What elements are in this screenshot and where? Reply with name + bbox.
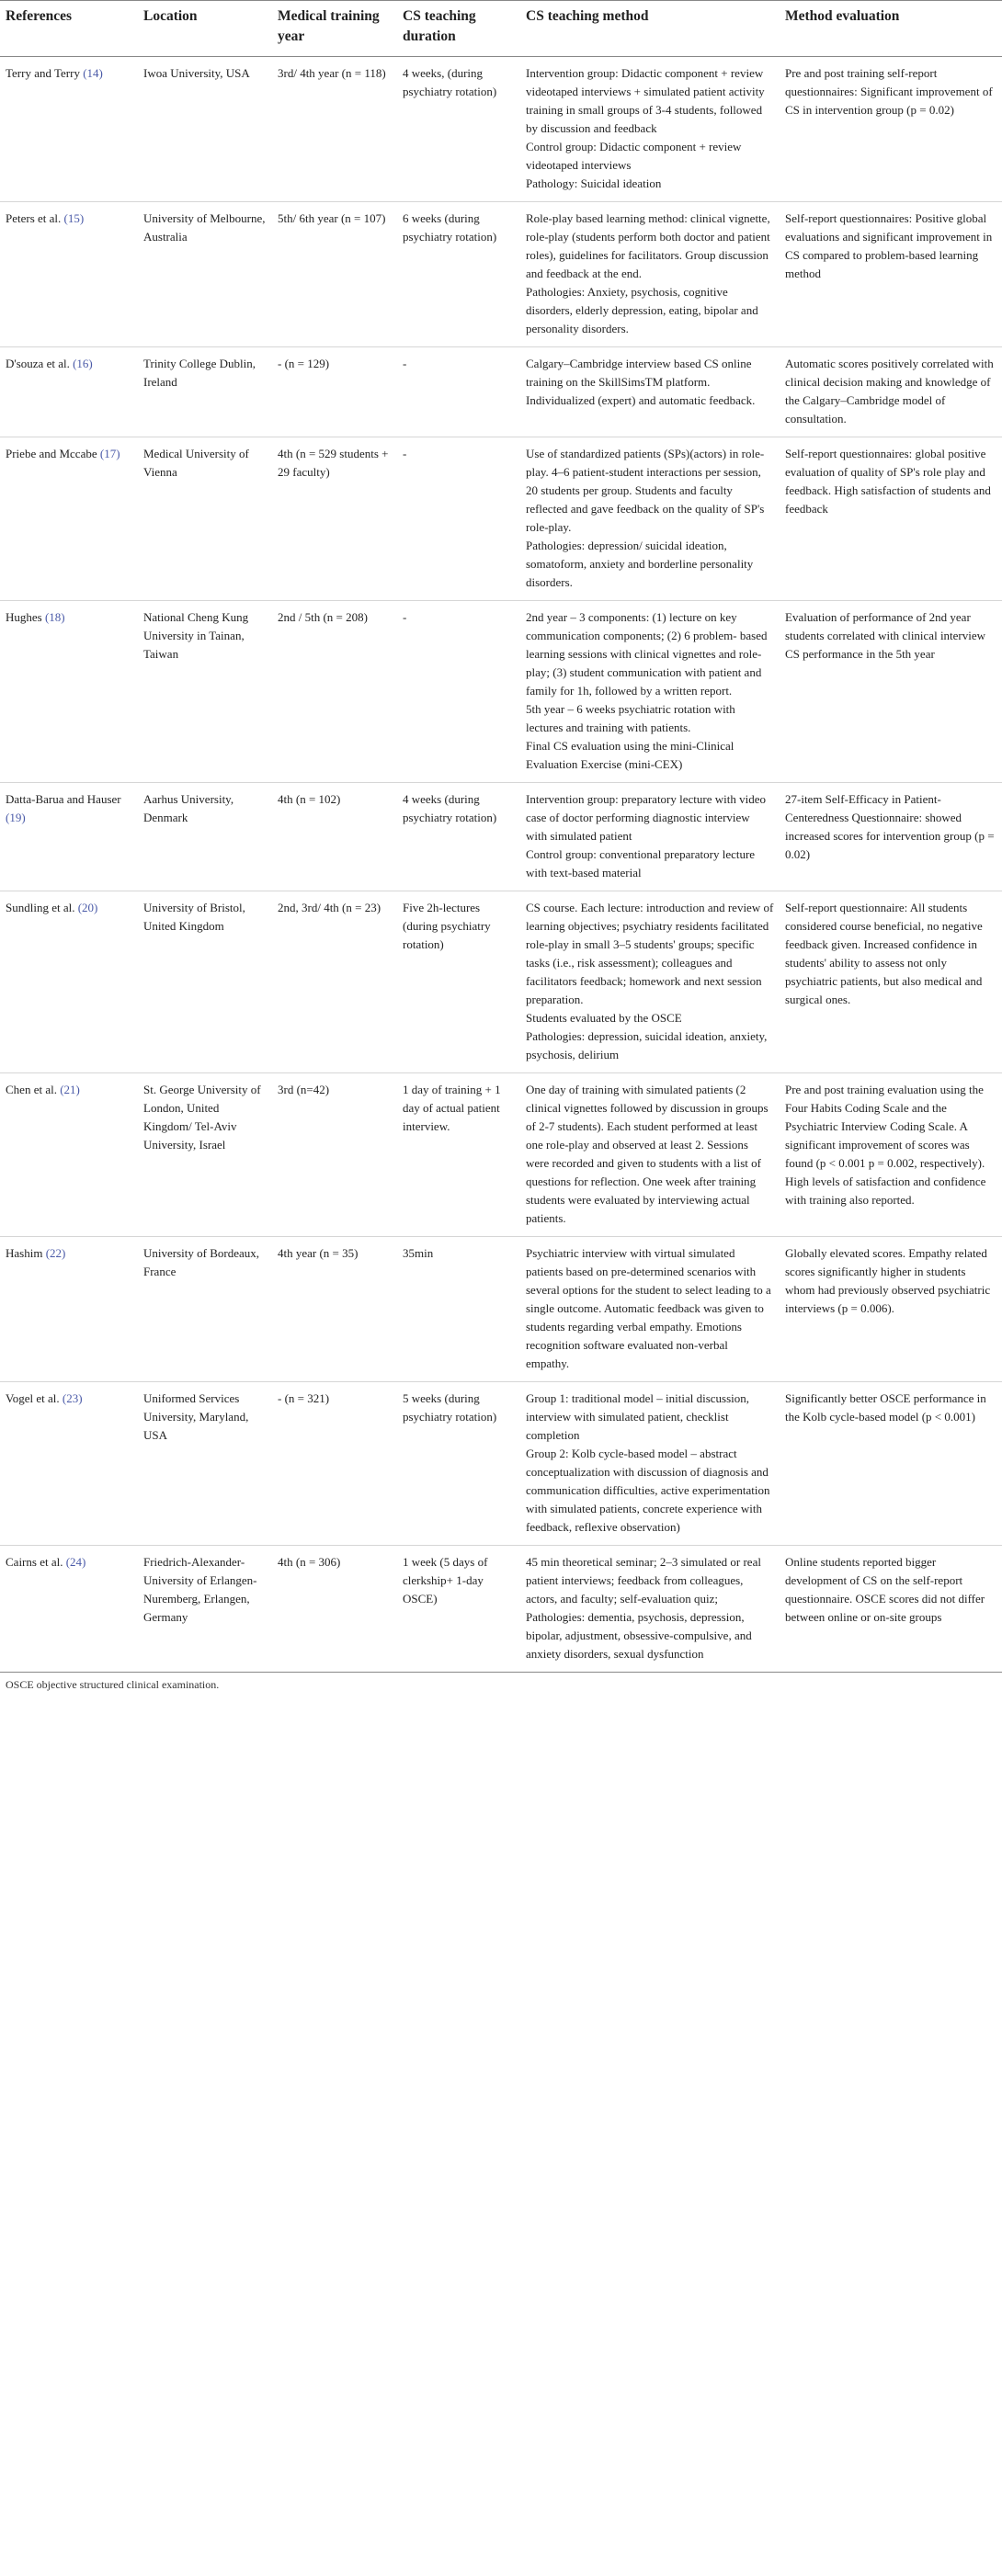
method-paragraph: Psychiatric interview with virtual simulated patients based on pre-determined scenarios with several options for the student to select leading to a single outcome. Automatic feedback was given to students regarding verbal empathy. Emotions recognition software evaluated non-verbal empathy. bbox=[526, 1246, 771, 1370]
citation-link[interactable]: (24) bbox=[65, 1555, 86, 1569]
reference-authors: Terry and Terry bbox=[6, 66, 80, 80]
cell-duration: 6 weeks (during psychiatry rotation) bbox=[397, 202, 520, 347]
table-row bbox=[0, 202, 1002, 347]
cell-training-year: 4th (n = 529 students + 29 faculty) bbox=[272, 437, 397, 601]
cell-reference bbox=[0, 1237, 138, 1382]
cell-duration: 4 weeks, (during psychiatry rotation) bbox=[397, 57, 520, 202]
cell-teaching-method bbox=[520, 347, 780, 437]
cell-training-year: 4th (n = 306) bbox=[272, 1546, 397, 1673]
table-row bbox=[0, 57, 1002, 202]
cell-teaching-method bbox=[520, 437, 780, 601]
cell-training-year: 2nd, 3rd/ 4th (n = 23) bbox=[272, 891, 397, 1073]
table-row bbox=[0, 1237, 1002, 1382]
cell-location: University of Melbourne, Australia bbox=[138, 202, 272, 347]
cell-training-year: 2nd / 5th (n = 208) bbox=[272, 601, 397, 783]
cell-reference bbox=[0, 437, 138, 601]
table-row bbox=[0, 601, 1002, 783]
method-paragraph: Students evaluated by the OSCE bbox=[526, 1011, 682, 1025]
reference-authors: Priebe and Mccabe bbox=[6, 447, 97, 460]
method-paragraph: Intervention group: preparatory lecture with video case of doctor performing diagnostic interview with simulated patient bbox=[526, 792, 766, 843]
method-paragraph: CS course. Each lecture: introduction and review of learning objectives; psychiatry residents facilitated role-play in small 3–5 students' groups; specific tasks (i.e., risk assessment); colleagues and facilitators feedback; homework and next session preparation. bbox=[526, 901, 774, 1006]
cell-location: St. George University of London, United Kingdom/ Tel-Aviv University, Israel bbox=[138, 1073, 272, 1237]
citation-link[interactable]: (22) bbox=[45, 1246, 66, 1260]
cell-teaching-method bbox=[520, 1382, 780, 1546]
reference-authors: Datta-Barua and Hauser bbox=[6, 792, 121, 806]
cell-method-evaluation: Evaluation of performance of 2nd year students correlated with clinical interview CS performance in the 5th year bbox=[780, 601, 1002, 783]
table-row bbox=[0, 1073, 1002, 1237]
cell-location: Friedrich-Alexander-University of Erlangen-Nuremberg, Erlangen, Germany bbox=[138, 1546, 272, 1673]
method-paragraph: Pathologies: Anxiety, psychosis, cognitive disorders, elderly depression, eating, bipolar and personality disorders. bbox=[526, 285, 758, 335]
cell-teaching-method bbox=[520, 1546, 780, 1673]
header-teaching-method: CS teaching method bbox=[520, 1, 780, 57]
cell-duration: 5 weeks (during psychiatry rotation) bbox=[397, 1382, 520, 1546]
table-row bbox=[0, 891, 1002, 1073]
citation-link[interactable]: (21) bbox=[60, 1083, 80, 1096]
cell-reference bbox=[0, 1546, 138, 1673]
cell-teaching-method bbox=[520, 601, 780, 783]
header-location: Location bbox=[138, 1, 272, 57]
cell-reference bbox=[0, 601, 138, 783]
reference-authors: Chen et al. bbox=[6, 1083, 57, 1096]
cell-location: Medical University of Vienna bbox=[138, 437, 272, 601]
cell-reference bbox=[0, 1382, 138, 1546]
table-row bbox=[0, 437, 1002, 601]
cell-location: University of Bordeaux, France bbox=[138, 1237, 272, 1382]
header-method-evaluation: Method evaluation bbox=[780, 1, 1002, 57]
cell-method-evaluation: Online students reported bigger development of CS on the self-report questionnaire. OSCE scores did not differ between online or on-site groups bbox=[780, 1546, 1002, 1673]
reference-authors: Peters et al. bbox=[6, 211, 62, 225]
method-paragraph: 5th year – 6 weeks psychiatric rotation with lectures and training with patients. bbox=[526, 702, 735, 734]
cell-teaching-method bbox=[520, 783, 780, 891]
cell-reference bbox=[0, 891, 138, 1073]
cell-teaching-method bbox=[520, 891, 780, 1073]
reference-authors: Vogel et al. bbox=[6, 1391, 60, 1405]
reference-authors: Hughes bbox=[6, 610, 42, 624]
cell-location: Iwoa University, USA bbox=[138, 57, 272, 202]
cell-reference bbox=[0, 57, 138, 202]
method-paragraph: Control group: conventional preparatory lecture with text-based material bbox=[526, 847, 756, 879]
cell-training-year: 4th (n = 102) bbox=[272, 783, 397, 891]
method-paragraph: Pathologies: depression, suicidal ideation, anxiety, psychosis, delirium bbox=[526, 1029, 768, 1061]
table-header bbox=[0, 1, 1002, 57]
method-paragraph: Pathology: Suicidal ideation bbox=[526, 176, 662, 190]
cell-training-year: 4th year (n = 35) bbox=[272, 1237, 397, 1382]
cell-location: Uniformed Services University, Maryland, USA bbox=[138, 1382, 272, 1546]
table-row bbox=[0, 783, 1002, 891]
reference-authors: Sundling et al. bbox=[6, 901, 75, 914]
cell-duration: - bbox=[397, 601, 520, 783]
cell-method-evaluation: Self-report questionnaire: All students considered course beneficial, no negative feedback given. Increased confidence in students' ability to assess not only psychiatric patients, but also medical and surgical ones. bbox=[780, 891, 1002, 1073]
method-paragraph: One day of training with simulated patients (2 clinical vignettes followed by discussion in groups of 2-7 students). Each student performed at least one role-play and observed at least 2. Sessions were recorded and given to students with a list of questions for reflection. One week after training students were evaluated by interviewing actual patients. bbox=[526, 1083, 769, 1225]
cell-training-year: - (n = 129) bbox=[272, 347, 397, 437]
table-body bbox=[0, 57, 1002, 1673]
cell-reference bbox=[0, 783, 138, 891]
cell-method-evaluation: Self-report questionnaires: global positive evaluation of quality of SP's role play and feedback. High satisfaction of students and feedback bbox=[780, 437, 1002, 601]
cell-location: Trinity College Dublin, Ireland bbox=[138, 347, 272, 437]
method-paragraph: Group 2: Kolb cycle-based model – abstract conceptualization with discussion of diagnosis and communication difficulties, active experimentation with simulated patients, concrete experience with feedback, reflexive observation) bbox=[526, 1447, 770, 1534]
cell-teaching-method bbox=[520, 202, 780, 347]
cell-duration: 4 weeks (during psychiatry rotation) bbox=[397, 783, 520, 891]
cell-reference bbox=[0, 1073, 138, 1237]
cell-method-evaluation: Self-report questionnaires: Positive global evaluations and significant improvement in CS compared to problem-based learning method bbox=[780, 202, 1002, 347]
citation-link[interactable]: (14) bbox=[83, 66, 103, 80]
cell-duration: 1 week (5 days of clerkship+ 1-day OSCE) bbox=[397, 1546, 520, 1673]
citation-link[interactable]: (15) bbox=[63, 211, 85, 225]
cell-duration: - bbox=[397, 437, 520, 601]
cell-duration: 35min bbox=[397, 1237, 520, 1382]
cell-training-year: 3rd (n=42) bbox=[272, 1073, 397, 1237]
cell-teaching-method bbox=[520, 1073, 780, 1237]
cell-method-evaluation: 27-item Self-Efficacy in Patient-Centeredness Questionnaire: showed increased scores for intervention group (p = 0.02) bbox=[780, 783, 1002, 891]
citation-link[interactable]: (23) bbox=[62, 1391, 83, 1405]
table-footnote: OSCE objective structured clinical examination. bbox=[6, 1678, 220, 1691]
cell-location: National Cheng Kung University in Tainan, Taiwan bbox=[138, 601, 272, 783]
citation-link[interactable]: (17) bbox=[99, 447, 120, 460]
reference-authors: D'souza et al. bbox=[6, 357, 70, 370]
cell-training-year: - (n = 321) bbox=[272, 1382, 397, 1546]
cell-training-year: 5th/ 6th year (n = 107) bbox=[272, 202, 397, 347]
header-references: References bbox=[0, 1, 138, 57]
method-paragraph: Control group: Didactic component + review videotaped interviews bbox=[526, 140, 742, 172]
cell-training-year: 3rd/ 4th year (n = 118) bbox=[272, 57, 397, 202]
method-paragraph: Group 1: traditional model – initial discussion, interview with simulated patient, checklist completion bbox=[526, 1391, 750, 1442]
method-paragraph: Final CS evaluation using the mini-Clinical Evaluation Exercise (mini-CEX) bbox=[526, 739, 734, 771]
cell-method-evaluation: Pre and post training evaluation using the Four Habits Coding Scale and the Psychiatric Interview Coding Scale. A significant improvement of scores was found (p < 0.001 p = 0.002, respectively). High levels of satisfaction and confidence with training also reported. bbox=[780, 1073, 1002, 1237]
cell-reference bbox=[0, 202, 138, 347]
cell-duration: Five 2h-lectures (during psychiatry rotation) bbox=[397, 891, 520, 1073]
citation-link[interactable]: (18) bbox=[44, 610, 65, 624]
method-paragraph: Role-play based learning method: clinical vignette, role-play (students perform both doctor and patient roles), guidelines for facilitators. Group discussion and feedback at the end. bbox=[526, 211, 770, 280]
cell-teaching-method bbox=[520, 57, 780, 202]
table-row bbox=[0, 1546, 1002, 1673]
cell-duration: - bbox=[397, 347, 520, 437]
cell-method-evaluation: Automatic scores positively correlated with clinical decision making and knowledge of the Calgary–Cambridge model of consultation. bbox=[780, 347, 1002, 437]
reference-authors: Cairns et al. bbox=[6, 1555, 63, 1569]
cell-location: University of Bristol, United Kingdom bbox=[138, 891, 272, 1073]
table-row bbox=[0, 1382, 1002, 1546]
citation-link[interactable]: (16) bbox=[73, 357, 93, 370]
header-teaching-duration: CS teaching duration bbox=[397, 1, 520, 57]
cell-location: Aarhus University, Denmark bbox=[138, 783, 272, 891]
method-paragraph: 45 min theoretical seminar; 2–3 simulated or real patient interviews; feedback from colleagues, actors, and faculty; self-evaluation quiz; Pathologies: dementia, psychosis, depression, bipolar, adjustment, obsessive-compulsive, and anxiety disorders, sexual dysfunction bbox=[526, 1555, 761, 1661]
citation-link[interactable]: (20) bbox=[77, 901, 98, 914]
cell-teaching-method bbox=[520, 1237, 780, 1382]
cell-duration: 1 day of training + 1 day of actual patient interview. bbox=[397, 1073, 520, 1237]
header-training-year: Medical training year bbox=[272, 1, 397, 57]
cell-reference bbox=[0, 347, 138, 437]
citation-link[interactable]: (19) bbox=[6, 811, 26, 824]
method-paragraph: Use of standardized patients (SPs)(actors) in role-play. 4–6 patient-student interactions per session, 20 students per group. Students and faculty reflected and gave feedback on the quality of SP's role-play. bbox=[526, 447, 765, 534]
method-paragraph: Intervention group: Didactic component + review videotaped interviews + simulated patient activity training in small groups of 3-4 students, followed by discussion and feedback bbox=[526, 66, 765, 135]
cell-method-evaluation: Pre and post training self-report questionnaires: Significant improvement of CS in intervention group (p = 0.02) bbox=[780, 57, 1002, 202]
cell-method-evaluation: Significantly better OSCE performance in the Kolb cycle-based model (p < 0.001) bbox=[780, 1382, 1002, 1546]
cell-method-evaluation: Globally elevated scores. Empathy related scores significantly higher in students whom had previously observed psychiatric interviews (p = 0.006). bbox=[780, 1237, 1002, 1382]
table-row bbox=[0, 347, 1002, 437]
method-paragraph: Pathologies: depression/ suicidal ideation, somatoform, anxiety and borderline personality disorders. bbox=[526, 539, 754, 589]
method-paragraph: 2nd year – 3 components: (1) lecture on key communication components; (2) 6 problem- based learning sessions with clinical vignettes and role-play; (3) student communication with patient and family for 1h, followed by a written report. bbox=[526, 610, 768, 698]
reference-authors: Hashim bbox=[6, 1246, 43, 1260]
method-paragraph: Calgary–Cambridge interview based CS online training on the SkillSimsTM platform. Individualized (expert) and automatic feedback. bbox=[526, 357, 756, 407]
